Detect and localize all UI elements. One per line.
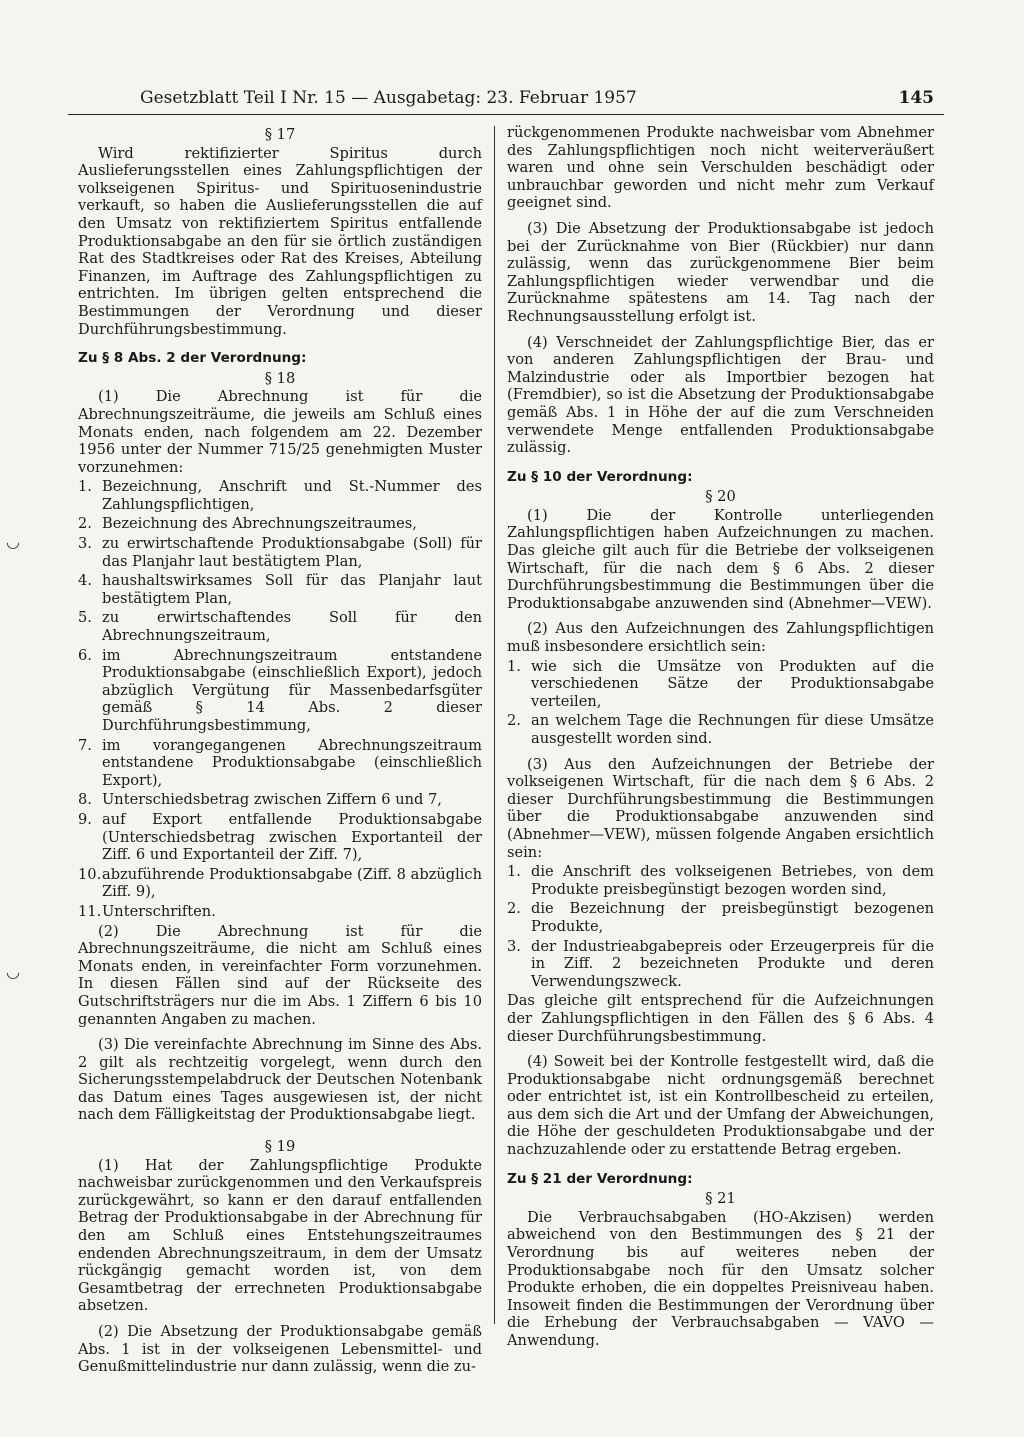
header-rule [68, 114, 944, 115]
list-item-number: 2. [507, 900, 521, 918]
list-item-text: im Abrechnungszeitraum entstandene Produktionsabgabe (einschließlich Export), jedoch abzüglich Vergütung für Massenbedarfsgüter gemäß § 14 Abs. 2 dieser Durchführungsbestimmung, [102, 646, 482, 734]
section-20-list-b [507, 863, 934, 990]
section-20-paragraph-1: (1) Die der Kontrolle unterliegenden Zahlungspflichtigen haben Aufzeichnungen zu machen. Das gleiche gilt auch für die Betriebe der volkseigenen Wirtschaft, für die nach dem § 6 Abs. 2 dieser Durchführungsbestimmung die Bestimmungen über die Produktionsabgabe anzuwenden sind (Abnehmer—VEW). [507, 506, 934, 612]
list-item-number: 8. [78, 791, 92, 809]
heading-zu-21: Zu § 21 der Verordnung: [507, 1170, 693, 1187]
list-item-number: 2. [507, 712, 521, 730]
list-item [507, 863, 934, 898]
right-column [507, 124, 934, 1350]
list-item-number: 1. [507, 863, 521, 881]
list-item-text: die Bezeichnung der preisbegünstigt bezogenen Produkte, [531, 900, 934, 935]
list-item-text: haushaltswirksames Soll für das Planjahr laut bestätigtem Plan, [102, 572, 482, 607]
list-item-text: zu erwirtschaftendes Soll für den Abrechnungszeitraum, [102, 609, 482, 645]
list-item [78, 866, 482, 901]
section-20-paragraph-3b: Das gleiche gilt entsprechend für die Aufzeichnungen der Zahlungspflichtigen in den Fällen des § 6 Abs. 4 dieser Durchführungsbestimmung. [507, 992, 934, 1045]
section-18-paragraph-2: (2) Die Abrechnung ist für die Abrechnungszeiträume, die nicht am Schluß eines Monats enden, in vereinfachter Form vorzunehmen. In diesen Fällen sind auf der Rückseite des Gutschriftsträgers nur die im Abs. 1 Ziffern 6 bis 10 genannten Angaben zu machen. [78, 922, 482, 1028]
list-item [507, 658, 934, 711]
list-item [507, 712, 934, 747]
list-item [507, 938, 934, 991]
list-item-text: Unterschiedsbetrag zwischen Ziffern 6 und 7, [102, 791, 442, 809]
margin-pencil-mark: ◡ [6, 532, 20, 551]
list-item [507, 900, 934, 935]
list-item [78, 535, 482, 570]
list-item-number: 6. [78, 646, 92, 664]
margin-pencil-mark: ◡ [6, 962, 20, 981]
section-20-paragraph-3: (3) Aus den Aufzeichnungen der Betriebe der volkseigenen Wirtschaft, für die nach dem § 6 Abs. 2 dieser Durchführungsbestimmung die Bestimmungen über die Produktionsabgabe anzuwenden sind (Abnehmer—VEW), müssen folgende Angaben ersichtlich sein: [507, 755, 934, 861]
list-item [78, 515, 482, 533]
section-17-title: § 17 [264, 126, 296, 143]
section-19-paragraph-4: (4) Verschneidet der Zahlungspflichtige Bier, das er von anderen Zahlungspflichtigen der Brau- und Malzindustrie oder als Importbier bezogen hat (Fremdbier), so ist die Absetzung der Produktionsabgabe gemäß Abs. 1 in Höhe der auf die zum Verschneiden verwendete Menge entfallenden Produktionsabgabe zulässig. [507, 333, 934, 457]
section-17-paragraph: Wird rektifizierter Spiritus durch Auslieferungsstellen eines Zahlungspflichtigen der volkseigenen Spiritus- und Spirituosenindustrie verkauft, so haben die Auslieferungsstellen die auf den Umsatz von rektifiziertem Spiritus entfallende Produktionsabgabe an den für sie örtlich zuständigen Rat des Stadtkreises oder Rat des Kreises, Abteilung Finanzen, im Auftrage des Zahlungspflichtigen zu entrichten. Im übrigen gelten entsprechend die Bestimmungen der Verordnung und dieser Durchführungsbestimmung. [78, 144, 482, 338]
list-item-number: 2. [78, 515, 92, 533]
list-item [78, 791, 482, 809]
list-item-number: 7. [78, 736, 92, 754]
section-20-title: § 20 [705, 488, 736, 506]
list-item-text: abzuführende Produktionsabgabe (Ziff. 8 abzüglich Ziff. 9), [102, 865, 482, 901]
section-18-list [78, 478, 482, 920]
list-item [78, 903, 482, 921]
section-18-paragraph-1: (1) Die Abrechnung ist für die Abrechnungszeiträume, die jeweils am Schluß eines Monats enden, nach folgendem am 22. Dezember 1956 unter der Nummer 715/25 genehmigten Muster vorzunehmen: [78, 388, 482, 476]
left-column [78, 124, 482, 1376]
list-item-text: Unterschriften. [102, 902, 216, 920]
list-item [78, 609, 482, 644]
page-number: 145 [898, 88, 934, 108]
section-18-title: § 18 [264, 369, 296, 387]
list-item-number: 5. [78, 609, 92, 627]
section-21-title: § 21 [705, 1190, 736, 1208]
section-20-paragraph-2: (2) Aus den Aufzeichnungen des Zahlungspflichtigen muß insbesondere ersichtlich sein: [507, 620, 934, 656]
page-header [140, 88, 940, 114]
list-item-number: 9. [78, 810, 92, 828]
section-19-paragraph-3: (3) Die Absetzung der Produktionsabgabe ist jedoch bei der Zurücknahme von Bier (Rückbier) nur dann zulässig, wenn das zurückgenommene Bier beim Zahlungspflichtigen wieder verwendbar und die Zurücknahme spätestens am 14. Tag nach der Rechnungsausstellung erfolgt ist. [507, 219, 934, 325]
section-18-paragraph-3: (3) Die vereinfachte Abrechnung im Sinne des Abs. 2 gilt als rechtzeitig vorgelegt, wenn durch den Sicherungsstempelabdruck der Deutschen Notenbank das Datum eines Tages ausgewiesen ist, der nicht nach dem Fälligkeitstag der Produktionsabgabe liegt. [78, 1036, 482, 1124]
heading-zu-8: Zu § 8 Abs. 2 der Verordnung: [78, 350, 307, 367]
heading-zu-10: Zu § 10 der Verordnung: [507, 468, 693, 485]
list-item [78, 572, 482, 607]
list-item-number: 11. [78, 902, 102, 920]
column-divider [494, 126, 495, 1324]
list-item [78, 478, 482, 513]
list-item-text: im vorangegangenen Abrechnungszeitraum entstandene Produktionsabgabe (einschließlich Export), [102, 736, 482, 789]
section-20-paragraph-4: (4) Soweit bei der Kontrolle festgestellt wird, daß die Produktionsabgabe nicht ordnungsgemäß berechnet oder entrichtet ist, ist ein Kontrollbescheid zu erteilen, aus dem sich die Art und der Umfang der Abweichungen, die Höhe der geschuldeten Produktionsabgabe und der nachzuzahlende oder zu erstattende Betrag ergeben. [507, 1053, 934, 1159]
section-19-continuation: rückgenommenen Produkte nachweisbar vom Abnehmer des Zahlungspflichtigen noch nicht weiterveräußert waren und ohne sein Verschulden beschädigt oder unbrauchbar geworden und nicht mehr zum Verkauf geeignet sind. [507, 124, 934, 212]
list-item [78, 647, 482, 735]
section-19-title: § 19 [264, 1138, 296, 1156]
list-item-text: auf Export entfallende Produktionsabgabe (Unterschiedsbetrag zwischen Exportanteil der Ziff. 6 und Exportanteil der Ziff. 7), [102, 810, 482, 864]
list-item-number: 3. [507, 937, 521, 955]
list-item-number: 1. [507, 657, 521, 675]
section-19-paragraph-1: (1) Hat der Zahlungspflichtige Produkte nachweisbar zurückgenommen und den Verkaufspreis zurückgewährt, so kann er den darauf entfallenden Betrag der Produktionsabgabe in der Abrechnung für den am Schluß eines Entstehungszeitraumes endenden Abrechnungszeitraum, in dem der Umsatz rückgängig gemacht worden ist, von dem Gesamtbetrag der errechneten Produktionsabgabe absetzen. [78, 1156, 482, 1315]
section-21-paragraph: Die Verbrauchsabgaben (HO-Akzisen) werden abweichend von den Bestimmungen des § 21 der Verordnung bis auf weiteres neben der Produktionsabgabe noch für den Umsatz solcher Produkte erhoben, die ein doppeltes Preisniveau haben. Insoweit finden die Bestimmungen der Verordnung über die Erhebung der Verbrauchsabgaben — VAVO — Anwendung. [507, 1208, 934, 1349]
list-item-text: zu erwirtschaftende Produktionsabgabe (Soll) für das Planjahr laut bestätigtem Plan, [102, 535, 482, 570]
list-item [78, 811, 482, 864]
list-item-text: die Anschrift des volkseigenen Betriebes, von dem Produkte preisbegünstigt bezogen worden sind, [531, 863, 934, 898]
list-item [78, 737, 482, 790]
list-item-number: 1. [78, 478, 92, 496]
list-item-number: 10. [78, 865, 102, 883]
list-item-text: wie sich die Umsätze von Produkten auf die verschiedenen Sätze der Produktionsabgabe verteilen, [531, 657, 934, 710]
list-item-text: Bezeichnung des Abrechnungszeitraumes, [102, 515, 417, 533]
section-19-paragraph-2: (2) Die Absetzung der Produktionsabgabe gemäß Abs. 1 ist in der volkseigenen Lebensmittel- und Genußmittelindustrie nur dann zulässig, wenn die zu- [78, 1323, 482, 1376]
list-item-text: an welchem Tage die Rechnungen für diese Umsätze ausgestellt worden sind. [531, 712, 934, 747]
section-20-list-a [507, 658, 934, 748]
list-item-text: der Industrieabgabepreis oder Erzeugerpreis für die in Ziff. 2 bezeichneten Produkte und deren Verwendungszweck. [531, 937, 934, 990]
header-title: Gesetzblatt Teil I Nr. 15 — Ausgabetag: 23. Februar 1957 [140, 88, 637, 108]
list-item-number: 4. [78, 572, 92, 590]
list-item-number: 3. [78, 535, 92, 553]
list-item-text: Bezeichnung, Anschrift und St.-Nummer des Zahlungspflichtigen, [102, 478, 482, 513]
